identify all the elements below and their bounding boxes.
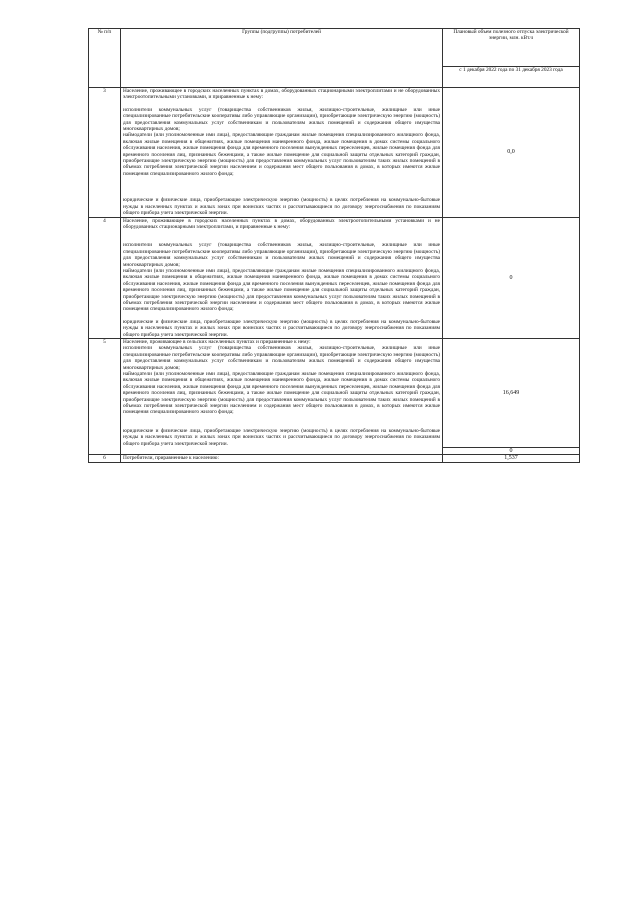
row-number: 5 (89, 339, 121, 455)
row-paragraph: наймодатели (или уполномоченные ими лица), предоставляющие гражданам жилые помещения специализированного жилищного фонда, включая жилые помещения в общежитиях, жилые помещения маневренного фонда, жилые помещения в домах системы социального обслуживания населения, жилые помещения фонда для временного поселения вынужденных переселенцев, жилые помещения фонда для временного поселения лиц, признанных беженцами, а также жилые помещение для социальной защиты отдельных категорий граждан, приобретающие электрическую энергию (мощность) для предоставления коммунальных услуг пользователям таких жилых помещений в объемах потребления электрической энергии населением и содержания мест общего пользования в домах, в которых имеются жилые помещения специализированного жилого фонда; (123, 132, 440, 177)
row-paragraph: наймодатели (или уполномоченные ими лица), предоставляющие гражданам жилые помещения специализированного жилищного фонда, включая жилые помещения в общежитиях, жилые помещения маневренного фонда, жилые помещения в домах системы социального обслуживания населения, жилые помещения фонда для временного поселения вынужденных переселенцев, жилые помещения фонда для временного поселения лиц, признанных беженцами, а также жилые помещение для социальной защиты отдельных категорий граждан, приобретающие электрическую энергию (мощность) для предоставления коммунальных услуг пользователям таких жилых помещений в объемах потребления электрической энергии населением и содержания мест общего пользования в домах, в которых имеются жилые помещения специализированного жилого фонда; (123, 267, 440, 313)
row-number: 6 (89, 455, 121, 462)
row-description (121, 217, 443, 339)
row-paragraph: Потребители, приравненные к населению: (123, 455, 219, 462)
row-value: 0,0 (443, 88, 580, 218)
header-volume: Плановый объем полезного отпуска электрической энергии, млн. кВт.ч (443, 29, 580, 67)
table-row (89, 88, 580, 218)
header-period: с 1 декабря 2022 года по 31 декабря 2023 года (443, 66, 580, 87)
row-value-a: 16,649 (443, 339, 580, 448)
row-paragraph: Население, проживающее в городских населенных пунктах в домах, оборудованных электроотопительными установками и не оборудованных стационарными электроплитами, и приравненные к нему: (123, 217, 440, 230)
row-paragraph: исполнители коммунальных услуг (товарищества собственников жилья, жилищно-строительные, жилищные или иные специализированные потребительские кооперативы либо управляющие организации), приобретающие электрическую энергию (мощность) для предоставления коммунальных услуг собственникам и пользователям жилых помещений и содержания общего имущества многоквартирных домов; (123, 242, 440, 268)
row-paragraph: исполнители коммунальных услуг (товарищества собственников жилья, жилищно-строительные, жилищные или иные специализированные потребительские кооперативы либо управляющие организации), приобретающие электрическую энергию (мощность) для предоставления коммунальных услуг собственникам и пользователям жилых помещений и содержания общего имущества многоквартирных домов; (123, 106, 440, 133)
table-row (89, 217, 580, 339)
table-row (89, 455, 580, 462)
consumer-groups-table (88, 28, 580, 463)
row-value: 0 (443, 217, 580, 339)
row-description (121, 339, 443, 455)
row-paragraph: Население, проживающее в городских населенных пунктах в домах, оборудованных стационарными электроплитами и не оборудованных электроотопительными установками, и приравненные к нему: (123, 88, 440, 101)
row-paragraph: Население, проживающее в сельских населенных пунктах и приравненные к нему: (123, 339, 311, 345)
row-paragraph: юридические и физические лица, приобретающие электрическую энергию (мощность) в целях потребления на коммунально-бытовые нужды в населенных пунктах и жилых зонах при воинских частях и рассчитывающиеся по договору энергоснабжения по показаниям общего прибора учета электрической энергии. (123, 197, 440, 217)
row-paragraph: наймодатели (или уполномоченные ими лица), предоставляющие гражданам жилые помещения специализированного жилищного фонда, включая жилые помещения в общежитиях, жилые помещения маневренного фонда, жилые помещения в домах системы социального обслуживания населения, жилые помещения фонда для временного поселения вынужденных переселенцев, жилые помещения фонда для временного поселения лиц, признанных беженцами, а также жилые помещение для социальной защиты отдельных категорий граждан, приобретающие электрическую энергию (мощность) для предоставления коммунальных услуг пользователям таких жилых помещений в объемах потребления электрической энергии населением и содержания мест общего пользования в домах, в которых имеются жилые помещения специализированного жилого фонда; (123, 371, 440, 416)
table-header-row (89, 29, 580, 67)
table-row (89, 339, 580, 448)
header-num: № п/п (89, 29, 121, 88)
row-number: 3 (89, 88, 121, 218)
row-paragraph: юридические и физические лица, приобретающие электрическую энергию (мощность) в целях потребления на коммунально-бытовые нужды в населенных пунктах и жилых зонах при воинских частях и рассчитывающиеся по договору энергоснабжения по показаниям общего прибора учета электрической энергии. (123, 427, 440, 447)
row-number: 4 (89, 217, 121, 339)
row-value-b: 0 (443, 448, 580, 455)
row-description (121, 88, 443, 218)
row-value: 1,537 (443, 455, 580, 462)
row-paragraph: исполнители коммунальных услуг (товарищества собственников жилья, жилищно-строительные, жилищные или иные специализированные потребительские кооперативы либо управляющие организации), приобретающие электрическую энергию (мощность) для предоставления коммунальных услуг собственникам и пользователям жилых помещений и содержания общего имущества многоквартирных домов; (123, 345, 440, 371)
header-groups: Группы (подгруппы) потребителей (121, 29, 443, 88)
row-description (121, 455, 443, 462)
row-paragraph: юридические и физические лица, приобретающие электрическую энергию (мощность) в целях потребления на коммунально-бытовые нужды в населенных пунктах и жилых зонах при воинских частях и рассчитывающиеся по договору энергоснабжения по показаниям общего прибора учета электрической энергии. (123, 318, 440, 338)
